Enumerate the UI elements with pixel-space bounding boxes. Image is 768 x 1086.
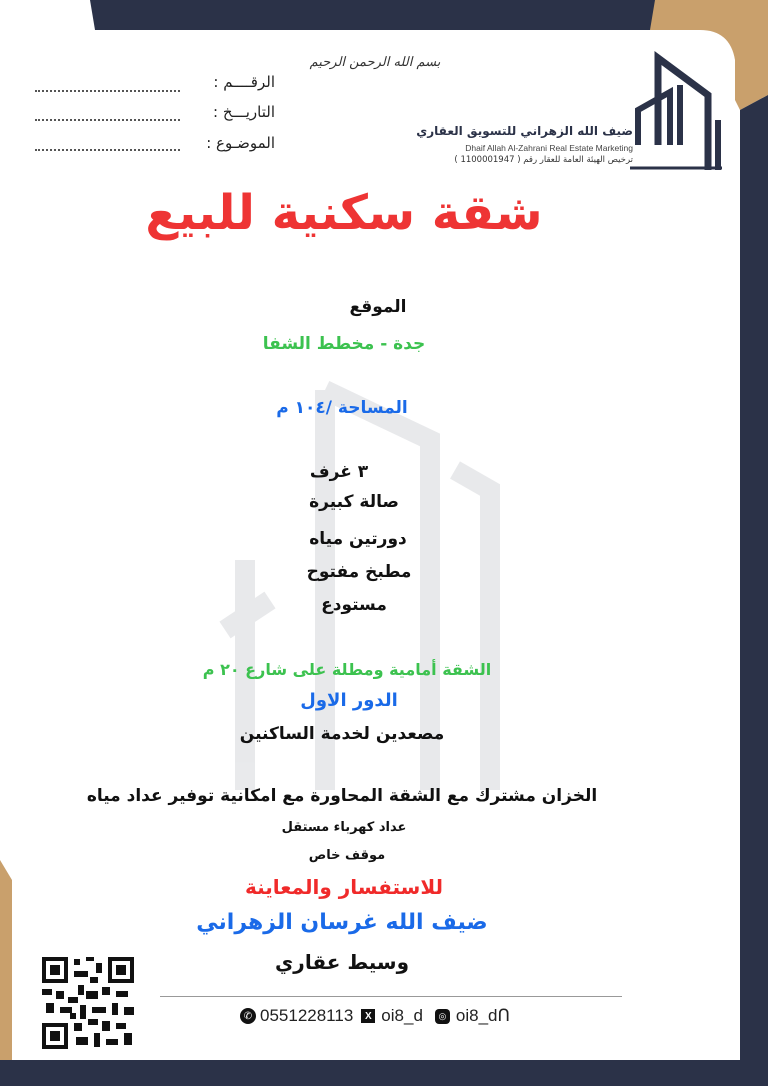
electric-meter-text: عداد كهرباء مستقل	[281, 820, 407, 835]
floor-text: الدور الاول	[300, 690, 398, 711]
x-icon: X	[361, 1009, 375, 1023]
phone-number: 0551228113	[260, 1006, 354, 1025]
field-date-line	[35, 119, 180, 121]
agent-name: ضيف الله غرسان الزهراني	[196, 910, 488, 935]
field-number-label: الرقــــم :	[213, 73, 275, 91]
area-text: المساحة /١٠٤ م	[276, 398, 408, 418]
feature-rooms: ٣ غرف	[309, 462, 369, 482]
footer-divider	[160, 996, 622, 997]
feature-storage: مستودع	[321, 595, 387, 615]
location-label: الموقع	[349, 297, 407, 317]
basmala: بسم الله الرحمن الرحيم	[309, 55, 441, 70]
company-name-en: Dhaif Allah Al-Zahrani Real Estate Marketing	[465, 143, 633, 153]
snapchat-handle: oi8_dᑎ	[455, 1006, 510, 1025]
water-tank-text: الخزان مشترك مع الشقة المحاورة مع امكانية توفير عداد مياه	[86, 786, 598, 806]
parking-text: موقف خاص	[308, 848, 386, 863]
feature-bathrooms: دورتين مياه	[309, 529, 407, 549]
company-license: ترخيص الهيئة العامة للعقار رقم ( 1100001947 )	[454, 155, 633, 165]
company-logo-icon	[630, 50, 725, 175]
snapchat-icon: ◎	[435, 1009, 450, 1024]
phone-icon: ✆	[240, 1008, 256, 1024]
inquiry-text: للاستفسار والمعاينة	[244, 875, 444, 899]
front-street-text: الشقة أمامية ومطلة على شارع ٢٠ م	[202, 660, 492, 679]
x-handle: oi8_d	[381, 1006, 423, 1025]
agent-title: وسيط عقاري	[274, 950, 410, 974]
field-date-label: التاريـــخ :	[213, 103, 275, 121]
field-subject-label: الموضـوع :	[206, 134, 275, 152]
footer-contacts	[240, 1005, 510, 1027]
elevators-text: مصعدين لخدمة الساكنين	[239, 724, 445, 744]
company-name-ar: ضيف الله الزهراني للتسويق العقاري	[416, 124, 633, 138]
feature-kitchen: مطبخ مفتوح	[306, 562, 412, 582]
feature-hall: صالة كبيرة	[309, 492, 399, 512]
qr-code-icon	[42, 957, 134, 1049]
location-value: جدة - مخطط الشفا	[262, 334, 426, 354]
page-title: شقة سكنية للبيع	[145, 185, 543, 241]
field-number-line	[35, 90, 180, 92]
field-subject-line	[35, 149, 180, 151]
